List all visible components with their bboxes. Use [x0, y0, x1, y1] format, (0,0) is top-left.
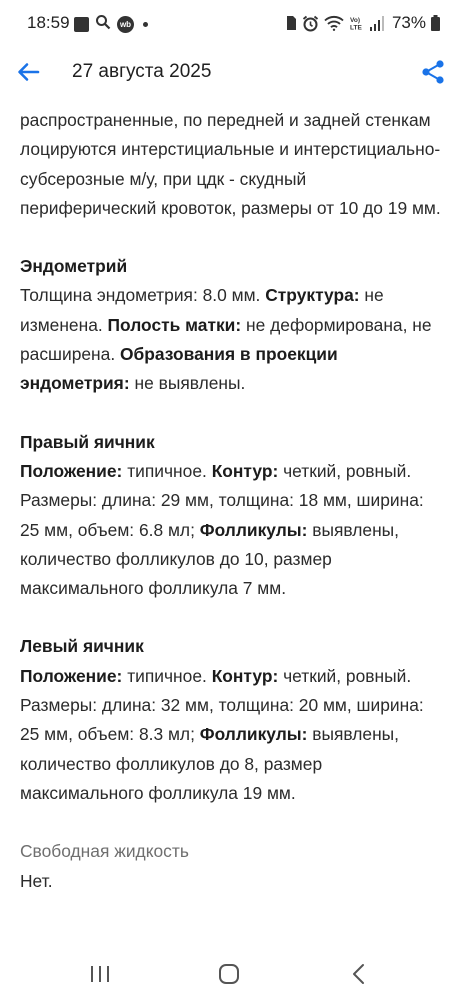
status-time: 18:59: [27, 13, 70, 32]
recents-icon[interactable]: [85, 960, 115, 988]
system-nav-bar: [0, 948, 462, 1000]
volte-icon: [349, 15, 365, 31]
status-left-icons: [74, 14, 148, 35]
left-position-label: Положение:: [20, 665, 123, 686]
right-contour-value: четкий, ровный.: [283, 460, 412, 481]
left-follicles-value: выявлены, количество фолликулов до 8, размер максимального фолликула 19 мм.: [20, 724, 400, 803]
right-follicles-value: выявлены, количество фолликулов до 10, размер максимального фолликула 7 мм.: [20, 519, 400, 599]
cavity-label: Полость матки:: [107, 314, 242, 335]
structure-label: Структура:: [265, 285, 360, 306]
arrow-back-icon[interactable]: [14, 58, 42, 86]
structure-value: не изменена.: [20, 285, 384, 335]
left-contour-label: Контур:: [211, 665, 279, 686]
report-content: [20, 106, 446, 896]
left-ovary-title: Левый яичник: [20, 636, 144, 657]
left-position-value: типичное.: [127, 665, 207, 686]
status-bar: [0, 0, 462, 48]
free-fluid-title: Свободная жидкость: [20, 841, 189, 862]
share-icon[interactable]: [420, 59, 446, 85]
svg-text:Vo): Vo): [349, 17, 360, 24]
endometrium-thickness: Толщина эндометрия: 8.0 мм.: [20, 285, 261, 306]
app-bar: [0, 48, 462, 98]
search-icon: [95, 14, 111, 35]
left-follicles-label: Фолликулы:: [199, 724, 308, 745]
right-position-label: Положение:: [20, 460, 123, 481]
battery-icon: [431, 15, 440, 31]
endometrium-title: Эндометрий: [20, 256, 128, 277]
cavity-value: не деформирована, не расширена.: [20, 314, 432, 365]
left-ovary-body: [20, 662, 446, 808]
signal-icon: [370, 16, 384, 31]
right-ovary-title: Правый яичник: [20, 431, 155, 452]
status-right-icons: [285, 13, 440, 33]
dot-icon: [143, 22, 148, 27]
page-title: 27 августа 2025: [72, 61, 212, 82]
gallery-icon: [74, 17, 89, 32]
svg-text:LTE: LTE: [349, 24, 362, 31]
back-icon[interactable]: [344, 960, 374, 988]
home-icon[interactable]: [214, 960, 244, 988]
battery-percent: 73%: [391, 13, 426, 32]
left-sizes: Размеры: длина: 32 мм, толщина: 20 мм, ширина: 25 мм, объем: 8.3 мл;: [20, 695, 424, 745]
right-position-value: типичное.: [127, 460, 207, 481]
endometrium-body: [20, 281, 446, 398]
free-fluid-value: Нет.: [20, 870, 53, 891]
alarm-icon: [302, 15, 319, 32]
report-intro: распространенные, по передней и задней стенкам лоцируются интерстициальные и интерстициально-субсерозные м/у, при цдк - скудный периферический кровоток, размеры от 10 до 19 мм.: [20, 110, 441, 218]
right-contour-label: Контур:: [211, 460, 279, 481]
right-ovary-body: [20, 457, 446, 603]
wb-icon: wb: [117, 16, 134, 33]
right-follicles-label: Фолликулы:: [199, 519, 308, 540]
sim-icon: [285, 15, 297, 31]
formations-label: Образования в проекции эндометрия:: [20, 344, 338, 394]
formations-value: не выявлены.: [134, 373, 246, 394]
left-contour-value: четкий, ровный.: [283, 665, 412, 686]
right-sizes: Размеры: длина: 29 мм, толщина: 18 мм, ширина: 25 мм, объем: 6.8 мл;: [20, 490, 424, 540]
wifi-icon: [324, 15, 344, 31]
